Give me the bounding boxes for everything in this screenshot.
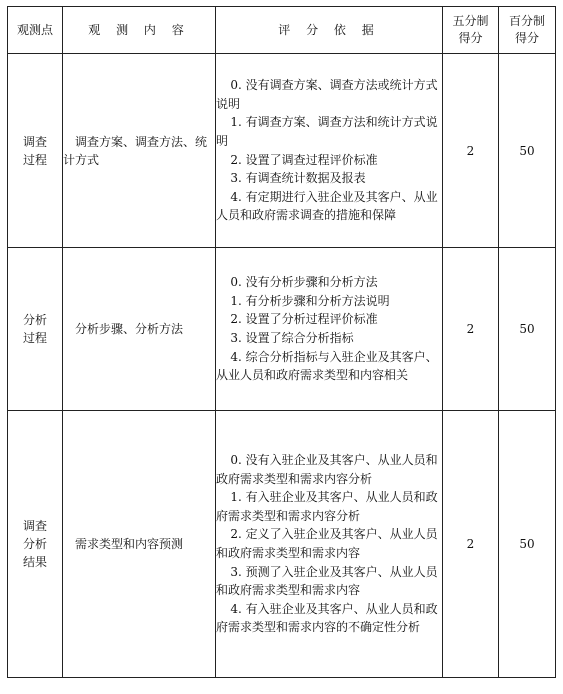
criteria-item: 0. 没有分析步骤和分析方法: [230, 275, 378, 290]
criteria-item: 2. 定义了入驻企业及其客户、从业人员和政府需求类型和需求内容: [216, 527, 438, 560]
observation-point-label: 调查分析结果: [23, 519, 48, 569]
criteria-item: 4. 有入驻企业及其客户、从业人员和政府需求类型和需求内容的不确定性分析: [216, 601, 438, 635]
scoring-criteria-cell: [216, 411, 443, 678]
observation-content-cell: 需求类型和内容预测: [63, 411, 216, 678]
observation-point-cell: [8, 248, 63, 411]
hundred-point-score-value: 50: [499, 54, 556, 248]
hundred-point-score-value: 50: [499, 411, 556, 678]
criteria-item: 1. 有分析步骤和分析方法说明: [230, 293, 390, 308]
scoring-criteria-cell: [216, 248, 443, 411]
header-hundred-point-score: 百分制得分: [499, 7, 556, 54]
observation-content-cell: 调查方案、调查方法、统计方式: [63, 54, 216, 248]
table-row: [8, 411, 556, 678]
criteria-item: 2. 设置了调查过程评价标准: [230, 152, 378, 167]
hundred-point-score-value: 50: [499, 248, 556, 411]
criteria-item: 0. 没有调查方案、调查方法或统计方式说明: [216, 78, 438, 111]
criteria-item: 0. 没有入驻企业及其客户、从业人员和政府需求类型和需求内容分析: [216, 453, 438, 486]
criteria-item: 3. 设置了综合分析指标: [230, 331, 354, 345]
header-observation-point: 观测点: [8, 7, 63, 54]
evaluation-table: [7, 6, 556, 678]
observation-content-cell: 分析步骤、分析方法: [63, 248, 216, 411]
observation-point-cell: [8, 411, 63, 678]
five-point-score-value: 2: [443, 248, 499, 411]
criteria-item: 3. 预测了入驻企业及其客户、从业人员和政府需求类型和需求内容: [216, 564, 438, 598]
criteria-item: 4. 综合分析指标与入驻企业及其客户、从业人员和政府需求类型和内容相关: [216, 349, 438, 383]
table-row: [8, 248, 556, 411]
header-scoring-basis: 评 分 依 据: [216, 7, 443, 54]
observation-point-cell: [8, 54, 63, 248]
table-header-row: [8, 7, 556, 54]
header-observation-content: 观 测 内 容: [63, 7, 216, 54]
scoring-criteria-cell: [216, 54, 443, 248]
criteria-item: 1. 有调查方案、调查方法和统计方式说明: [216, 115, 438, 148]
five-point-score-value: 2: [443, 54, 499, 248]
five-point-score-value: 2: [443, 411, 499, 678]
observation-point-label: 分析过程: [23, 313, 48, 345]
criteria-item: 2. 设置了分析过程评价标准: [230, 312, 378, 327]
criteria-item: 1. 有入驻企业及其客户、从业人员和政府需求类型和需求内容分析: [216, 490, 438, 523]
header-five-point-score: 五分制得分: [443, 7, 499, 54]
criteria-item: 3. 有调查统计数据及报表: [230, 171, 366, 186]
criteria-item: 4. 有定期进行入驻企业及其客户、从业人员和政府需求调查的措施和保障: [216, 189, 438, 223]
observation-point-label: 调查过程: [23, 134, 48, 167]
table-row: [8, 54, 556, 248]
